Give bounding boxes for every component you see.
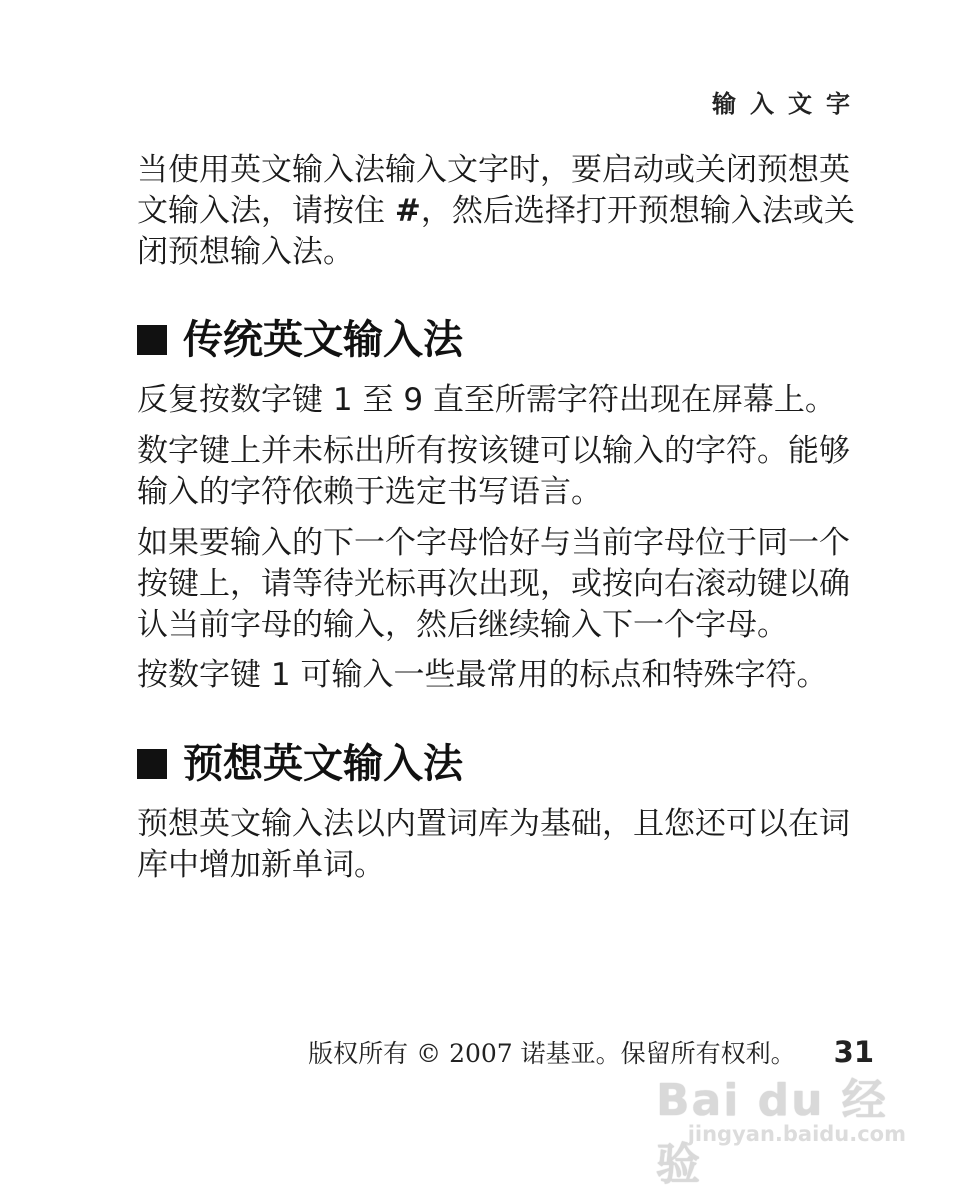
traditional-p1-text-2: 至 — [352, 382, 404, 418]
predictive-paragraph-1: 预想英文输入法以内置词库为基础，且您还可以在词库中增加新单词。 — [137, 806, 850, 883]
traditional-p2-text-1: 数字键上并未标出所有按该键可以输入的字符。能够输入的字符依赖于选定 — [137, 433, 850, 510]
traditional-paragraph-4 — [137, 655, 877, 696]
intro-text-2: ，然后选择 — [420, 193, 576, 229]
writing-language-setting: 书写语言 — [447, 474, 571, 510]
key-1: 1 — [332, 382, 353, 418]
watermark-brand: Bai du 经验 — [656, 1075, 888, 1190]
traditional-paragraph-2 — [137, 431, 877, 513]
copyright-notice: 版权所有 © 2007 诺基亚。保留所有权利。 — [308, 1039, 796, 1068]
baidu-watermark — [656, 1064, 906, 1190]
traditional-p2-text-2: 。 — [571, 474, 602, 510]
square-bullet-icon — [137, 325, 167, 355]
running-header: 输入文字 — [712, 90, 864, 118]
intro-text-4: 。 — [323, 234, 354, 270]
intro-paragraph — [137, 150, 877, 273]
traditional-paragraph-1 — [137, 380, 877, 421]
section-heading-traditional-text: 传统英文输入法 — [183, 317, 463, 363]
key-9: 9 — [403, 382, 424, 418]
traditional-paragraph-3: 如果要输入的下一个字母恰好与当前字母位于同一个按键上，请等待光标再次出现，或按向右滚动键以确认当前字母的输入，然后继续输入下一个字母。 — [137, 525, 850, 643]
hash-key: # — [394, 193, 421, 229]
option-enable-predictive: 打开预想输入法 — [575, 193, 793, 229]
intro-text-1: 当使用英文输入法输入文字时，要启动或关闭预想英文输入法，请按住 — [137, 152, 850, 229]
traditional-p4-text-1: 按数字键 — [137, 657, 271, 693]
section-heading-predictive-text: 预想英文输入法 — [183, 741, 463, 787]
traditional-p4-text-2: 可输入一些最常用的标点和特殊字符。 — [290, 657, 828, 693]
key-1: 1 — [270, 657, 291, 693]
intro-text-3: 或 — [792, 193, 824, 229]
square-bullet-icon — [137, 749, 167, 779]
traditional-p1-text-3: 直至所需字符出现在屏幕上。 — [423, 382, 836, 418]
section-heading-traditional — [137, 316, 463, 364]
option-disable-predictive: 关闭预想输入法 — [137, 193, 855, 270]
traditional-p1-text-1: 反复按数字键 — [137, 382, 333, 418]
watermark-url: jingyan.baidu.com — [687, 1122, 906, 1146]
section-heading-predictive — [137, 740, 463, 788]
page-number: 31 — [833, 1035, 874, 1069]
